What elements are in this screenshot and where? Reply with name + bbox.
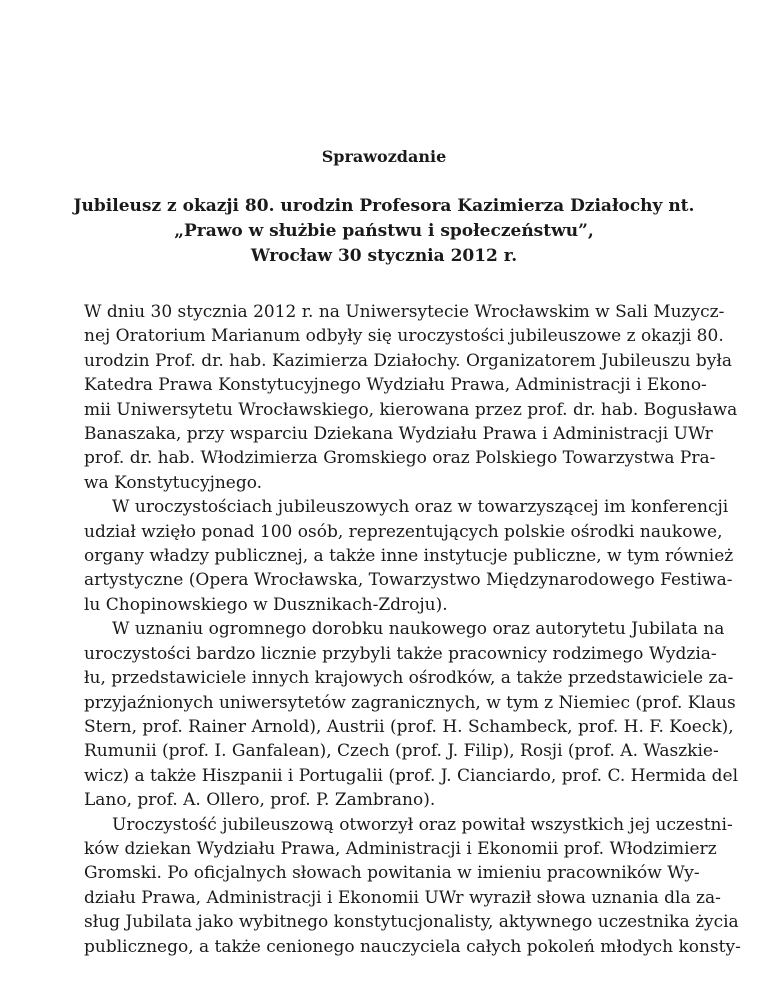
text-line: W uroczystościach jubileuszowych oraz w towarzyszącej im konferencji (112, 497, 729, 518)
text-line: ków dziekan Wydziału Prawa, Administracji i Ekonomii prof. Włodzimierz (84, 838, 717, 859)
text-line: mii Uniwersytetu Wrocławskiego, kierowana przez prof. dr. hab. Bogusława (84, 399, 738, 420)
text-line: organy władzy publicznej, a także inne instytucje publiczne, w tym również (84, 546, 734, 567)
text-line: Banaszaka, przy wsparciu Dziekana Wydziału Prawa i Administracji UWr (84, 424, 713, 445)
paragraph (84, 813, 741, 959)
text-line: działu Prawa, Administracji i Ekonomii UWr wyraził słowa uznania dla za- (84, 887, 721, 908)
text-line: sług Jubilata jako wybitnego konstytucjonalisty, aktywnego uczestnika życia (84, 912, 739, 933)
text-line: udział wzięło ponad 100 osób, reprezentujących polskie ośrodki naukowe, (84, 521, 723, 542)
report-title (0, 194, 768, 269)
text-line: Lano, prof. A. Ollero, prof. P. Zambrano). (84, 790, 436, 811)
section-label: Sprawozdanie (321, 147, 447, 166)
title-line: „Prawo w służbie państwu i społeczeństwu”, (174, 221, 594, 241)
paragraph (84, 495, 734, 617)
text-line: lu Chopinowskiego w Dusznikach-Zdroju). (84, 594, 448, 615)
paragraph (84, 617, 739, 812)
text-line: artystyczne (Opera Wrocławska, Towarzystwo Międzynarodowego Festiwa- (84, 570, 733, 591)
text-line: Stern, prof. Rainer Arnold), Austrii (prof. H. Schambeck, prof. H. F. Koeck), (84, 716, 734, 737)
text-line: urodzin Prof. dr. hab. Kazimierza Działochy. Organizatorem Jubileuszu była (84, 350, 732, 371)
report-body (84, 300, 741, 959)
text-line: Rumunii (prof. I. Ganfalean), Czech (prof. J. Filip), Rosji (prof. A. Waszkie- (84, 741, 719, 762)
text-line: wa Konstytucyjnego. (84, 472, 263, 493)
text-line: wicz) a także Hiszpanii i Portugalii (prof. J. Cianciardo, prof. C. Hermida del (84, 765, 739, 786)
title-line: Wrocław 30 stycznia 2012 r. (250, 246, 518, 266)
text-line: łu, przedstawiciele innych krajowych ośrodków, a także przedstawiciele za- (84, 668, 734, 689)
text-line: prof. dr. hab. Włodzimierza Gromskiego oraz Polskiego Towarzystwa Pra- (84, 448, 716, 469)
text-line: nej Oratorium Marianum odbyły się uroczystości jubileuszowe z okazji 80. (84, 326, 724, 347)
paragraph (84, 300, 738, 495)
text-line: przyjaźnionych uniwersytetów zagranicznych, w tym z Niemiec (prof. Klaus (84, 692, 736, 713)
text-line: uroczystości bardzo licznie przybyli także pracownicy rodzimego Wydzia- (84, 643, 717, 664)
text-line: W uznaniu ogromnego dorobku naukowego oraz autorytetu Jubilata na (112, 619, 725, 640)
text-line: Gromski. Po oficjalnych słowach powitania w imieniu pracowników Wy- (84, 863, 700, 884)
text-line: Uroczystość jubileuszową otworzył oraz powitał wszystkich jej uczestni- (112, 814, 733, 835)
text-line: Katedra Prawa Konstytucyjnego Wydziału Prawa, Administracji i Ekono- (84, 375, 707, 396)
text-line: W dniu 30 stycznia 2012 r. na Uniwersytecie Wrocławskim w Sali Muzycz- (84, 302, 725, 322)
text-line: publicznego, a także cenionego nauczyciela całych pokoleń młodych konsty- (84, 936, 741, 957)
title-line: Jubileusz z okazji 80. urodzin Profesora Kazimierza Działochy nt. (73, 196, 695, 216)
